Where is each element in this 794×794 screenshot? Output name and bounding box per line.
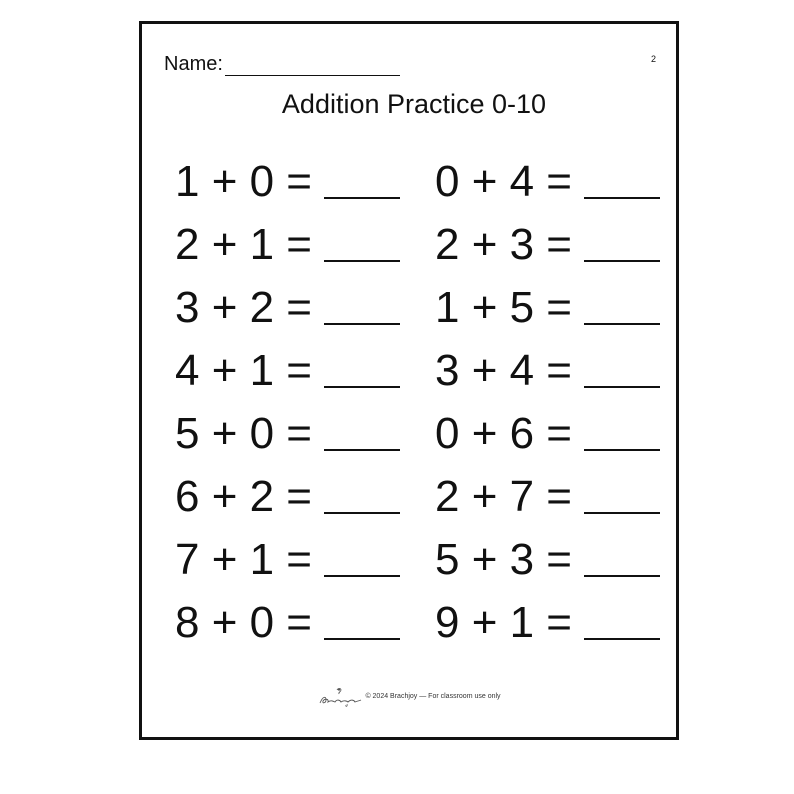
problem-row bbox=[435, 270, 660, 333]
problem-equation: 8 + 0 = bbox=[175, 598, 313, 647]
problem-equation: 9 + 1 = bbox=[435, 598, 573, 647]
answer-blank[interactable] bbox=[324, 600, 400, 640]
problem-equation: 5 + 0 = bbox=[175, 409, 313, 458]
problem-equation: 0 + 4 = bbox=[435, 157, 573, 206]
problem-row bbox=[175, 270, 400, 333]
answer-blank[interactable] bbox=[324, 537, 400, 577]
answer-blank[interactable] bbox=[324, 348, 400, 388]
name-blank-line[interactable] bbox=[225, 53, 400, 76]
problem-equation: 1 + 5 = bbox=[435, 283, 573, 332]
page-title: Addition Practice 0-10 bbox=[281, 89, 547, 119]
answer-blank[interactable] bbox=[324, 285, 400, 325]
problem-equation: 2 + 1 = bbox=[175, 220, 313, 269]
problem-row bbox=[435, 459, 660, 522]
answer-blank[interactable] bbox=[324, 159, 400, 199]
problem-equation: 5 + 3 = bbox=[435, 535, 573, 584]
problem-row bbox=[175, 396, 400, 459]
problem-row bbox=[175, 459, 400, 522]
problem-row bbox=[435, 333, 660, 396]
page-number: 2 bbox=[650, 54, 656, 64]
problem-row bbox=[435, 522, 660, 585]
problem-row bbox=[435, 396, 660, 459]
name-field bbox=[164, 52, 400, 76]
problem-equation: 2 + 7 = bbox=[435, 472, 573, 521]
answer-blank[interactable] bbox=[584, 474, 660, 514]
problem-column-left bbox=[175, 144, 400, 648]
problem-equation: 2 + 3 = bbox=[435, 220, 573, 269]
problem-row bbox=[175, 333, 400, 396]
name-label: Name: bbox=[164, 53, 223, 75]
problem-equation: 7 + 1 = bbox=[175, 535, 313, 584]
problem-equation: 3 + 4 = bbox=[435, 346, 573, 395]
brand-logo-icon bbox=[317, 686, 363, 708]
footer bbox=[142, 686, 676, 708]
problem-row bbox=[435, 207, 660, 270]
problem-row bbox=[175, 585, 400, 648]
problem-column-right bbox=[435, 144, 660, 648]
problem-row bbox=[435, 585, 660, 648]
copyright-text: © 2024 Brachjoy — For classroom use only bbox=[365, 693, 501, 700]
answer-blank[interactable] bbox=[584, 600, 660, 640]
answer-blank[interactable] bbox=[584, 222, 660, 262]
answer-blank[interactable] bbox=[584, 159, 660, 199]
problem-equation: 6 + 2 = bbox=[175, 472, 313, 521]
problem-equation: 3 + 2 = bbox=[175, 283, 313, 332]
answer-blank[interactable] bbox=[324, 474, 400, 514]
answer-blank[interactable] bbox=[324, 222, 400, 262]
answer-blank[interactable] bbox=[584, 411, 660, 451]
answer-blank[interactable] bbox=[584, 348, 660, 388]
answer-blank[interactable] bbox=[324, 411, 400, 451]
answer-blank[interactable] bbox=[584, 285, 660, 325]
problem-row bbox=[175, 522, 400, 585]
problem-equation: 0 + 6 = bbox=[435, 409, 573, 458]
problem-row bbox=[435, 144, 660, 207]
problem-equation: 4 + 1 = bbox=[175, 346, 313, 395]
problem-equation: 1 + 0 = bbox=[175, 157, 313, 206]
problem-row bbox=[175, 207, 400, 270]
problem-row bbox=[175, 144, 400, 207]
worksheet-page bbox=[139, 21, 679, 740]
answer-blank[interactable] bbox=[584, 537, 660, 577]
